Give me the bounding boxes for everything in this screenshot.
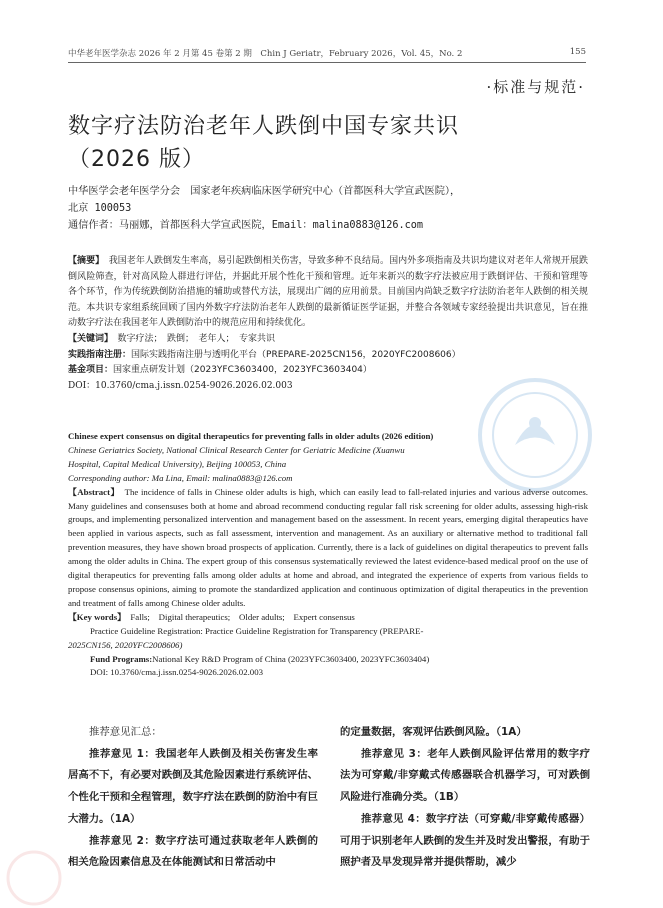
column-label: ·标准与规范· [486, 78, 585, 96]
title-line-2: （2026 版） [68, 147, 205, 172]
cn-keywords [68, 332, 588, 348]
cn-abstract-text: 我国老年人跌倒发生率高，易引起跌倒相关伤害，导致多种不良结局。国内外多项指南及共识均建议对老年人常规开展跌倒风险筛查，针对高风险人群进行评估，并据此开展个性化干预和管理。近年来新兴的数字疗法被应用于跌倒评估、干预和管理等各个环节，作为传统跌倒防治措施的辅助或替代方法，展现出广阔的应用前景。目前国内尚缺乏数字疗法防治老年人跌倒的相关规范。本共识专家组系统回顾了国内外数字疗法防治老年人跌倒的最新循证医学证据，并整合各领域专家经验提出共识意见，旨在推动数字疗法在我国老年人跌倒防治中的规范应用和持续优化。 [68, 256, 588, 329]
rec2-label: 推荐意见 2： [89, 834, 156, 847]
summary-heading: 推荐意见汇总： [89, 726, 162, 738]
cn-registration [68, 348, 588, 364]
en-doi: DOI: 10.3760/cma.j.issn.0254-9026.2026.02.003 [90, 667, 263, 678]
body-right-column [340, 722, 590, 874]
title-line-1: 数字疗法防治老年人跌倒中国专家共识 [68, 114, 460, 139]
cn-abstract-label: 【摘要】 [68, 256, 100, 266]
en-keywords-text: Falls; Digital therapeutics; Older adults; Expert consensus [130, 611, 355, 622]
en-title: Chinese expert consensus on digital therapeutics for preventing falls in older adults (2026 edition) [68, 431, 434, 441]
page-number: 155 [569, 47, 586, 57]
en-authors-2: Hospital, Capital Medical University), Beijing 100053, China [68, 458, 287, 469]
en-corresponding: Corresponding author: Ma Lina, Email: malina0883@126.com [68, 472, 293, 483]
rec4-text: 数字疗法（可穿戴/非穿戴传感器）可用于识别老年人跌倒的发生并及时发出警报，有助于照护者及早发现异常并提供帮助，减少 [340, 812, 590, 869]
author-block [68, 183, 588, 234]
en-fund-label: Fund Programs: [90, 653, 153, 664]
en-fund [68, 653, 588, 667]
rec4-label: 推荐意见 4： [361, 812, 426, 825]
rec2-continuation: 的定量数据，客观评估跌倒风险。（1A） [340, 726, 527, 738]
author-affiliation: 中华医学会老年医学分会 国家老年疾病临床医学研究中心（首都医科大学宣武医院）， [68, 186, 461, 197]
recommendation-1 [68, 744, 318, 831]
english-abstract [68, 430, 588, 680]
running-header [68, 47, 586, 59]
corresponding-author: 通信作者：马丽娜，首都医科大学宣武医院，Email：malina0883@126.com [68, 220, 424, 231]
recommendation-4 [340, 809, 590, 874]
cn-registration-label: 实践指南注册： [68, 349, 132, 360]
en-registration: Practice Guideline Registration: Practice Guideline Registration for Transparency (PREPARE- [90, 625, 424, 636]
en-abstract-text: The incidence of falls in Chinese older adults is high, which can easily lead to fall-related injuries and various adverse outcomes. Many guidelines and consensuses both at home and abroad recommend conducting regular fall risk screening for older adults, assessing high-risk groups, and implementing personalized intervention and management based on the assessment. In recent years, emerging digital therapeutics have been applied in various aspects, such as fall assessment, intervention and management. As an auxiliary or alternative method to traditional fall prevention measures, they have shown broad prospects of application. Currently, there is a lack of guidelines on digital therapeutics to prevent falls among the older adults in China. The expert group of this consensus systematically reviewed the latest evidence-based medical proof on the use of digital therapeutics for preventing falls among older adults at home and abroad, and integrated the experience of experts from various fields to propose consensus opinions, aiming to promote the standardized application and continuous optimization of digital therapeutics in the prevention and treatment of falls among Chinese older adults. [68, 486, 588, 608]
author-address: 北京 100053 [68, 203, 132, 214]
corner-watermark-icon [4, 848, 64, 908]
journal-citation: 中华老年医学杂志 2026 年 2 月第 45 卷第 2 期 Chin J Geriatr，February 2026，Vol. 45，No. 2 [68, 49, 463, 59]
body-left-column [68, 722, 318, 874]
en-authors-1: Chinese Geriatrics Society, National Clinical Research Center for Geriatric Medicine (Xuanwu [68, 444, 405, 455]
en-keywords [68, 611, 588, 625]
rec3-label: 推荐意见 3： [361, 747, 428, 760]
header-divider [68, 62, 586, 63]
recommendation-2 [68, 831, 318, 874]
article-title [68, 110, 588, 176]
cn-doi: DOI：10.3760/cma.j.issn.0254-9026.2026.02.003 [68, 380, 293, 391]
en-fund-text: National Key R&D Program of China (2023YFC3603400, 2023YFC3603404) [152, 653, 430, 664]
rec2-text: 数字疗法可通过获取老年人跌倒的相关危险因素信息及在体能测试和日常活动中 [68, 834, 318, 869]
cn-fund-label: 基金项目： [68, 365, 114, 376]
cn-keywords-text: 数字疗法； 跌倒； 老年人； 专家共识 [117, 333, 276, 344]
rec1-text: 我国老年人跌倒及相关伤害发生率居高不下，有必要对跌倒及其危险因素进行系统评估、个性化干预和全程管理，数字疗法在跌倒的防治中有巨大潜力。（1A） [68, 747, 318, 825]
en-registration-2: 2025CN156, 2020YFC2008606) [68, 639, 183, 650]
recommendation-3 [340, 744, 590, 809]
en-abstract-paragraph [68, 486, 588, 611]
cn-abstract-paragraph [68, 254, 588, 332]
cn-keywords-label: 【关键词】 [68, 333, 109, 344]
cn-registration-text: 国际实践指南注册与透明化平台（PREPARE-2025CN156，2020YFC2008606） [131, 349, 461, 360]
chinese-abstract [68, 254, 588, 394]
en-abstract-label: 【Abstract】 [68, 486, 116, 497]
rec3-text: 老年人跌倒风险评估常用的数字疗法为可穿戴/非穿戴式传感器联合机器学习，可对跌倒风险进行准确分类。（1B） [340, 747, 590, 804]
en-keywords-label: 【Key words】 [68, 611, 122, 622]
cn-fund-text: 国家重点研发计划（2023YFC3603400，2023YFC3603404） [113, 365, 372, 376]
rec1-label: 推荐意见 1： [89, 747, 156, 760]
